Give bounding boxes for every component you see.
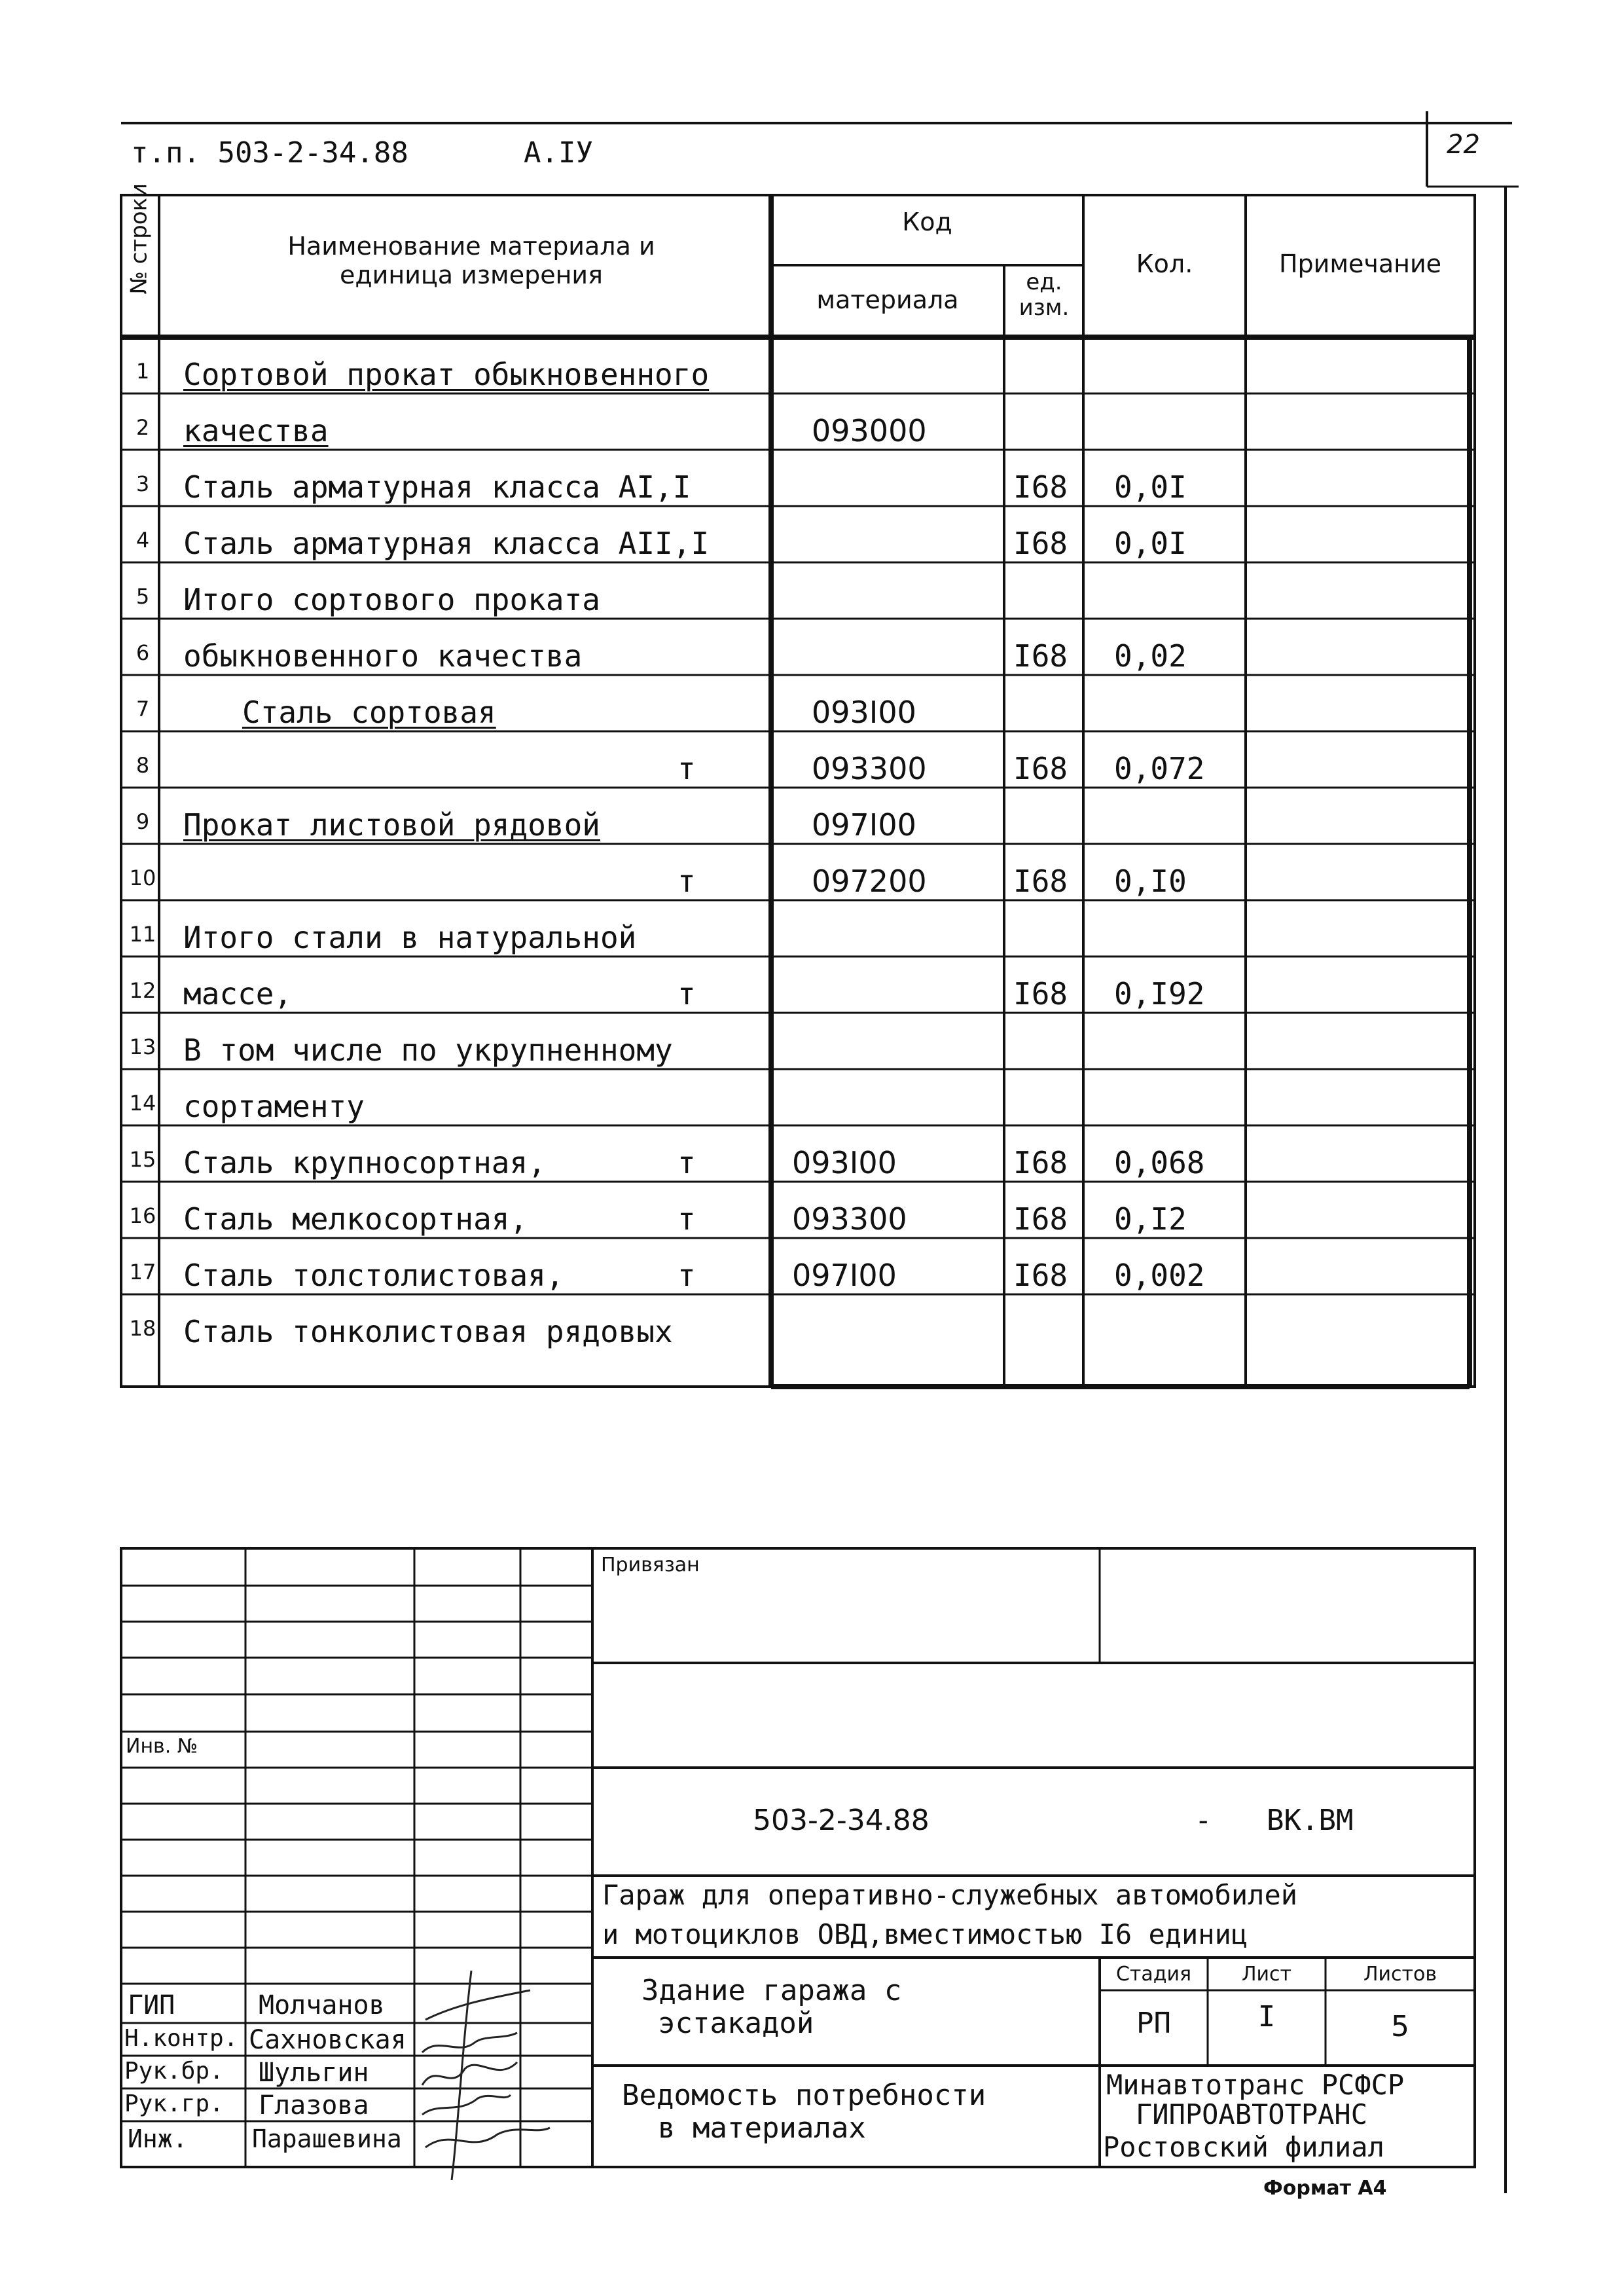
col-header-code: Код (902, 208, 952, 236)
unit-sign: т (677, 751, 696, 786)
row-number: 5 (135, 584, 150, 609)
object-name-line1: Гараж для оперативно-служебных автомобилей (602, 1879, 1298, 1911)
document-code-dash: - (1195, 1804, 1212, 1837)
signature-stroke (422, 2062, 517, 2085)
document-code: 503-2-34.88 (753, 1804, 929, 1837)
quantity: 0,I0 (1114, 864, 1187, 899)
signature-name: Молчанов (259, 1990, 385, 2020)
unit-code: I68 (1013, 638, 1068, 674)
row-number: 2 (135, 415, 150, 440)
unit-sign: т (677, 864, 696, 899)
row-number: 16 (129, 1203, 156, 1228)
signature-name: Шульгин (259, 2058, 369, 2088)
row-number: 6 (135, 640, 150, 665)
row-number: 10 (129, 866, 156, 890)
album-number: А.IУ (524, 136, 593, 170)
building-name-line1: Здание гаража с (641, 1974, 902, 2007)
org-line2: ГИПРОАВТОТРАНС (1136, 2098, 1368, 2130)
row-number: 4 (135, 528, 150, 553)
signature-stroke (422, 2095, 511, 2115)
signature-role: Инж. (128, 2124, 188, 2153)
material-code: 093000 (812, 413, 927, 448)
material-name: Прокат листовой рядовой (183, 807, 600, 843)
material-name: Сталь толстолистовая, (183, 1258, 564, 1293)
material-name: Сталь арматурная класса АI,I (183, 469, 691, 505)
quantity: 0,I92 (1114, 976, 1205, 1011)
signature-name: Глазова (259, 2090, 369, 2121)
material-name: качества (183, 413, 329, 448)
signature-stroke (452, 1971, 471, 2180)
row-number: 8 (135, 753, 150, 778)
doc-reference: т.п. 503-2-34.88 (131, 136, 408, 170)
signature-role: Рук.гр. (124, 2090, 224, 2117)
unit-sign: т (677, 1258, 696, 1293)
paper-format: Формат А4 (1263, 2177, 1387, 2200)
unit-code: I68 (1013, 526, 1068, 561)
material-name: В том числе по укрупненному (183, 1032, 673, 1068)
row-number: 1 (135, 359, 150, 384)
col-header-row-no: № строки (126, 183, 153, 295)
row-number: 18 (129, 1316, 156, 1341)
org-line1: Минавтотранс РСФСР (1106, 2069, 1405, 2101)
material-code: 093I00 (812, 695, 916, 730)
unit-code: I68 (1013, 469, 1068, 505)
material-name: массе, (183, 976, 293, 1011)
material-code: 097200 (812, 864, 927, 899)
sheet-title-line2: в материалах (658, 2111, 866, 2145)
row-number: 13 (129, 1034, 156, 1059)
unit-sign: т (677, 1145, 696, 1180)
sheets-label: Листов (1363, 1963, 1437, 1986)
material-name: Сталь крупносортная, (183, 1145, 546, 1180)
col-header-note: Примечание (1278, 249, 1442, 278)
unit-code: I68 (1013, 864, 1068, 899)
quantity: 0,072 (1114, 751, 1205, 786)
col-header-material: материала (816, 285, 959, 314)
row-number: 17 (129, 1260, 156, 1285)
sheet-title-line1: Ведомость потребности (622, 2079, 986, 2112)
sheet-value: I (1257, 2000, 1276, 2033)
unit-code: I68 (1013, 751, 1068, 786)
material-name: сортаменту (183, 1089, 365, 1124)
signature-role: ГИП (128, 1990, 175, 2020)
row-number: 12 (129, 978, 156, 1003)
col-header-unit: ед. изм. (1019, 269, 1070, 321)
signature-name: Парашевина (252, 2124, 402, 2153)
sheet-label: Лист (1241, 1963, 1292, 1986)
quantity: 0,068 (1114, 1145, 1205, 1180)
unit-code: I68 (1013, 976, 1068, 1011)
unit-code: I68 (1013, 1201, 1068, 1237)
page-number: 22 (1447, 130, 1480, 160)
material-code: 097I00 (792, 1258, 897, 1293)
material-name: Сталь сортовая (242, 695, 496, 730)
material-name: Сталь тонколистовая рядовых (183, 1314, 673, 1349)
material-name: Итого стали в натуральной (183, 920, 637, 955)
sheets-value: 5 (1391, 2010, 1409, 2043)
material-name: Сталь арматурная класса АII,I (183, 526, 710, 561)
material-code: 093I00 (792, 1145, 897, 1180)
material-name: Итого сортового проката (183, 582, 600, 617)
object-name-line2: и мотоциклов ОВД,вместимостью I6 единиц (602, 1918, 1248, 1950)
inventory-number-label: Инв. № (126, 1735, 198, 1758)
building-name-line2: эстакадой (658, 2007, 814, 2040)
stage-label: Стадия (1115, 1963, 1192, 1986)
quantity: 0,02 (1114, 638, 1187, 674)
quantity: 0,002 (1114, 1258, 1205, 1293)
col-header-qty: Кол. (1136, 249, 1193, 278)
unit-sign: т (677, 1201, 696, 1237)
document-mark: ВК.ВМ (1267, 1804, 1354, 1837)
linked-label: Привязан (601, 1554, 700, 1576)
material-name: обыкновенного качества (183, 638, 583, 674)
unit-code: I68 (1013, 1145, 1068, 1180)
row-number: 3 (135, 471, 150, 496)
stage-value: РП (1136, 2007, 1171, 2040)
row-number: 11 (129, 922, 156, 947)
row-number: 15 (129, 1147, 156, 1172)
org-line3: Ростовский филиал (1103, 2131, 1384, 2163)
quantity: 0,0I (1114, 469, 1187, 505)
row-number: 9 (135, 809, 150, 834)
signature-stroke (422, 2033, 517, 2052)
quantity: 0,0I (1114, 526, 1187, 561)
signature-role: Рук.бр. (124, 2058, 224, 2085)
material-code: 093300 (792, 1201, 907, 1237)
row-number: 14 (129, 1091, 156, 1116)
signature-stroke (425, 2128, 550, 2147)
row-number: 7 (135, 697, 150, 721)
material-name: Сталь мелкосортная, (183, 1201, 528, 1237)
material-code: 093300 (812, 751, 927, 786)
unit-sign: т (677, 976, 696, 1011)
signature-stroke (425, 1990, 530, 2020)
signature-name: Сахновская (249, 2025, 406, 2055)
material-name: Сортовой прокат обыкновенного (183, 357, 710, 392)
signature-role: Н.контр. (124, 2025, 238, 2052)
col-header-name: Наименование материала и единица измерения (287, 232, 655, 289)
unit-code: I68 (1013, 1258, 1068, 1293)
quantity: 0,I2 (1114, 1201, 1187, 1237)
material-code: 097I00 (812, 807, 916, 843)
